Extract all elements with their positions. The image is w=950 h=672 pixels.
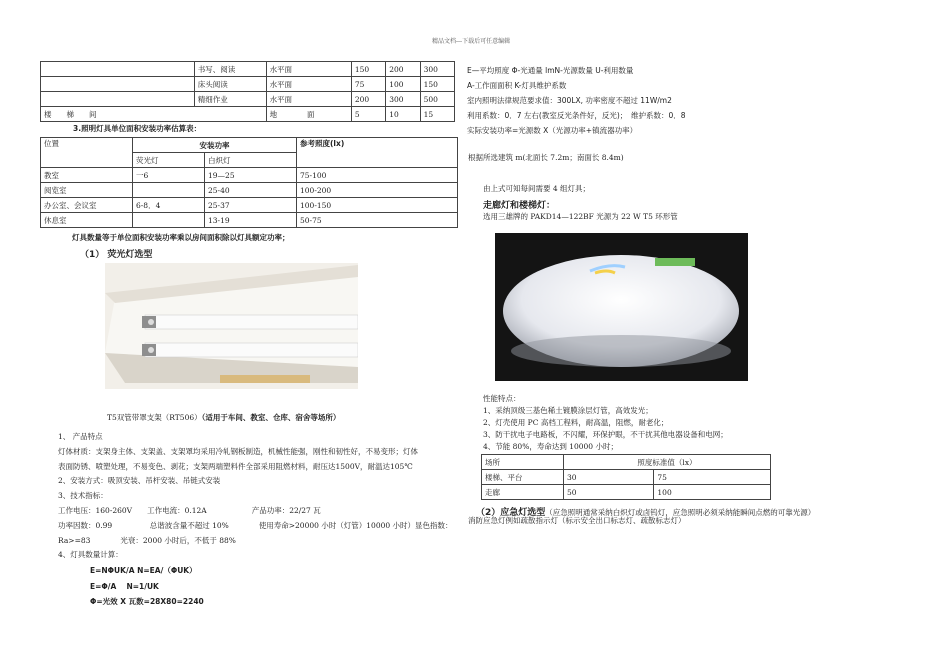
- col-location: 位置: [41, 138, 133, 168]
- table-row: [41, 77, 455, 92]
- table-cell: 5: [351, 107, 385, 122]
- table-cell: 休息室: [41, 213, 133, 228]
- table-cell: 办公室、会议室: [41, 198, 133, 213]
- performance-features: [483, 393, 728, 453]
- table-cell: 13-19: [205, 213, 297, 228]
- table-cell: 25-40: [205, 183, 297, 198]
- table-cell: 教室: [41, 168, 133, 183]
- table-cell: 200: [386, 62, 420, 77]
- text-line: 3、防干扰电子电路板，不闪耀，环保护眼，不干扰其他电器设备和电网；: [483, 430, 728, 439]
- table-cell: 75-100: [297, 168, 458, 183]
- text-line: 4、节能 80%，寿命达到 10000 小时；: [483, 442, 618, 451]
- col-illum: 参考照度(lx): [297, 138, 458, 168]
- table-cell: [41, 62, 195, 77]
- fixture-caption: [107, 412, 340, 423]
- table-row: [41, 92, 455, 107]
- table-row: [482, 485, 771, 500]
- text-line: 3、技术指标：: [58, 491, 108, 501]
- emergency-desc: （应急照明通常采纳白炽灯或卤钨灯，应急照明必须采纳能瞬间点燃的可靠光源）: [545, 508, 816, 517]
- table-cell: 阅览室: [41, 183, 133, 198]
- illuminance-formula-notes: [467, 63, 686, 138]
- text-line: 表面防锈、喷塑处理，不易变色、剥花；支架两端塑料件全部采用阻燃材料，耐压达1500V，耐温达105℃: [58, 461, 413, 471]
- table-cell: 楼 梯 间: [41, 107, 267, 122]
- text-line: E=NΦUK/A N=EA/（ΦUK）: [90, 566, 197, 575]
- text-line: 4、灯具数量计算：: [58, 550, 123, 560]
- sub-heading-fluorescent: （1） 荧光灯选型: [80, 250, 153, 260]
- table-row: [41, 107, 455, 122]
- table-cell: 15: [420, 107, 454, 122]
- table-cell: 100: [654, 485, 771, 500]
- table-row: [41, 168, 458, 183]
- table-cell: [41, 77, 195, 92]
- table-cell: 6-8．4: [133, 198, 205, 213]
- table-cell: 50: [564, 485, 654, 500]
- text-line: Φ=光效 X 瓦数=28X80=2240: [90, 597, 204, 606]
- text-line: 灯体材质：支架身主体、支架盖、支架罩均采用冷轧钢板制造，机械性能强，刚性和韧性好，不易变形；灯体: [58, 446, 418, 456]
- text-line: 2、安装方式：吸顶安装、吊杆安装、吊链式安装: [58, 476, 221, 486]
- formulas: [90, 563, 204, 610]
- fixture-usage: （适用于车间、教室、仓库、宿舍等场所）: [201, 413, 341, 422]
- table-cell: 50-75: [297, 213, 458, 228]
- table-row: [41, 183, 458, 198]
- table-cell: 走廊: [482, 485, 564, 500]
- col-place: 场所: [482, 455, 564, 470]
- table-cell: [133, 213, 205, 228]
- table-cell: 书写、阅读: [194, 62, 266, 77]
- section-3-title: 3.照明灯具单位面积安装功率估算表：: [73, 124, 202, 133]
- table-cell: 100: [386, 77, 420, 92]
- table-cell: 水平面: [266, 62, 351, 77]
- table-cell: [41, 92, 195, 107]
- text-line: 1、采纳顶级三基色稀土镀膜涂层灯管，高效发光；: [483, 406, 653, 415]
- text-line: E—平均照度 Φ-光通量 lmN-光源数量 U-利用数量: [467, 66, 634, 75]
- table-cell: 楼梯、平台: [482, 470, 564, 485]
- table-cell: 100-150: [297, 198, 458, 213]
- table-cell: 150: [351, 62, 385, 77]
- emergency-example: 消防应急灯例如疏散指示灯（标示安全出口标志灯、疏散标志灯）: [468, 516, 686, 525]
- table-row: [482, 470, 771, 485]
- table-cell: 19—25: [205, 168, 297, 183]
- table-cell: 精细作业: [194, 92, 266, 107]
- text-line: A-工作面面积 K-灯具维护系数: [467, 81, 567, 90]
- power-estimate-table: [40, 137, 458, 228]
- col-power: 安装功率: [133, 138, 297, 153]
- corridor-illuminance-table: [481, 454, 771, 500]
- table-cell: 300: [420, 62, 454, 77]
- text-line: 实际安装功率=光源数 X（光源功率+镇流器功率）: [467, 126, 638, 135]
- text-line: 室内照明法律规范要求值：300LX, 功率密度不超过 11W/m2: [467, 96, 672, 105]
- col-incan: 白炽灯: [205, 153, 297, 168]
- table-row: [41, 213, 458, 228]
- text-line: E=Φ/A N=1/UK: [90, 581, 159, 591]
- col-standard: 照度标准值（lx）: [564, 455, 771, 470]
- corridor-desc: 选用三雄牌的 PAKD14—122BF 光源为 22 W T5 环形管: [483, 212, 678, 221]
- text-line: 1、 产品特点: [58, 432, 103, 441]
- text-line: 性能特点：: [483, 394, 521, 403]
- table-cell: 30: [564, 470, 654, 485]
- table-cell: 100-200: [297, 183, 458, 198]
- table-cell: 水平面: [266, 77, 351, 92]
- table-row: [41, 62, 455, 77]
- table-row: [41, 198, 458, 213]
- note-lamp-count: 灯具数量等于单位面积安装功率乘以房间面积除以灯具额定功率；: [72, 233, 290, 242]
- text-line: 2、灯壳使用 PC 高档工程料，耐高温，阻燃，耐老化；: [483, 418, 669, 427]
- table-cell: 300: [386, 92, 420, 107]
- corridor-title: 走廊灯和楼梯灯：: [483, 201, 556, 211]
- text-line: 利用系数：0．7 左右(教室反光条件好，反光)； 维护系数：0．8: [467, 111, 686, 120]
- illuminance-table: [40, 61, 455, 122]
- text-line: Ra>=83 光衰：2000 小时后，不低于 88%: [58, 535, 236, 545]
- table-cell: 75: [654, 470, 771, 485]
- four-lamps-note: 由上式可知每间需要 4 组灯具；: [483, 184, 591, 193]
- sub-heading-emergency: （2）应急灯选型: [476, 508, 546, 518]
- table-cell: 水平面: [266, 92, 351, 107]
- table-cell: 25-37: [205, 198, 297, 213]
- table-cell: 地 面: [266, 107, 351, 122]
- table-cell: 200: [351, 92, 385, 107]
- table-cell: 150: [420, 77, 454, 92]
- fixture-model: T5双管带罩支架（RT506）: [107, 413, 202, 422]
- text-line: 功率因数：0.99 总谐波含量不超过 10% 使用寿命>20000 小时（灯管）10000 小时）显色指数：: [58, 520, 453, 530]
- product-feature-text: [58, 430, 453, 563]
- table-cell: [133, 183, 205, 198]
- table-cell: 10: [386, 107, 420, 122]
- building-note: 根据所选建筑 m(北面长 7.2m；南面长 8.4m): [468, 153, 624, 162]
- table-cell: 一6: [133, 168, 205, 183]
- page-header: 精品文档---下载后可任意编辑: [432, 38, 511, 45]
- table-cell: 床头阅读: [194, 77, 266, 92]
- fluorescent-fixture-image: [105, 263, 358, 389]
- table-cell: 75: [351, 77, 385, 92]
- col-fluor: 荧光灯: [133, 153, 205, 168]
- ceiling-lamp-image: [495, 233, 748, 381]
- table-cell: 500: [420, 92, 454, 107]
- text-line: 工作电压：160-260V 工作电流：0.12A 产品功率：22/27 瓦: [58, 505, 321, 515]
